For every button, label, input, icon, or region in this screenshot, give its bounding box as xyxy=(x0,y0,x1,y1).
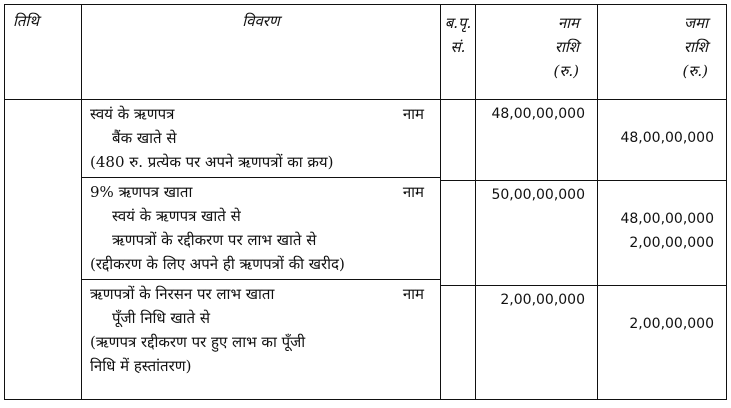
header-date: तिथि xyxy=(5,5,82,100)
header-credit xyxy=(598,5,727,100)
entry-3-narration-1: (ऋणपत्र रद्दीकरण पर हुए लाभ का पूँजी xyxy=(90,333,306,351)
entry-3-dr-label: नाम xyxy=(402,285,424,303)
header-debit-line2: राशि xyxy=(554,38,579,56)
header-particulars: विवरण xyxy=(82,5,441,100)
entry-1-credit-amount: 48,00,00,000 xyxy=(620,130,714,146)
entry-1-dr-label: नाम xyxy=(402,105,424,123)
entry-3-debit-block xyxy=(476,286,597,390)
entry-2-credit-account-1: स्वयं के ऋणपत्र खाते से xyxy=(112,207,241,225)
header-debit xyxy=(476,5,598,100)
header-debit-line3: (रु.) xyxy=(553,62,579,80)
entry-2-debit-amount: 50,00,00,000 xyxy=(491,187,585,203)
entry-2-credit-amount-1: 48,00,00,000 xyxy=(620,211,714,227)
entry-1-debit-block xyxy=(476,100,597,181)
entry-1-debit-account: स्वयं के ऋणपत्र xyxy=(90,105,175,123)
particulars-column xyxy=(82,100,441,400)
entry-2 xyxy=(82,178,440,280)
header-lf-line2: सं. xyxy=(450,38,466,56)
entry-3-credit-account: पूँजी निधि खाते से xyxy=(112,309,211,327)
header-row xyxy=(5,5,727,100)
header-credit-line2: राशि xyxy=(683,38,708,56)
header-lf-line1: ब.पृ. xyxy=(444,14,472,32)
entry-2-credit-amount-2: 2,00,00,000 xyxy=(629,235,714,251)
entry-3-credit-block xyxy=(598,286,726,390)
entry-2-debit-block xyxy=(476,181,597,286)
entry-3 xyxy=(82,280,440,381)
entry-2-dr-label: नाम xyxy=(402,183,424,201)
entry-3-debit-amount: 2,00,00,000 xyxy=(500,292,585,308)
body-row xyxy=(5,100,727,400)
entry-1-credit-block xyxy=(598,100,726,181)
header-credit-line1: जमा xyxy=(684,14,708,32)
entry-1-narration: (480 रु. प्रत्येक पर अपने ऋणपत्रों का क्रय) xyxy=(90,153,334,171)
entry-2-credit-block xyxy=(598,181,726,286)
entry-3-debit-account: ऋणपत्रों के निरसन पर लाभ खाता xyxy=(90,285,275,303)
credit-column xyxy=(598,100,727,400)
entry-3-credit-amount: 2,00,00,000 xyxy=(629,316,714,332)
header-debit-line1: नाम xyxy=(557,14,579,32)
entry-1 xyxy=(82,100,440,178)
entry-1-debit-amount: 48,00,00,000 xyxy=(491,106,585,122)
header-credit-line3: (रु.) xyxy=(682,62,708,80)
journal-table xyxy=(4,4,727,400)
date-column xyxy=(5,100,82,400)
entry-2-credit-account-2: ऋणपत्रों के रद्दीकरण पर लाभ खाते से xyxy=(112,231,317,249)
entry-1-credit-account: बैंक खाते से xyxy=(112,129,177,147)
entry-3-narration-2: निधि में हस्तांतरण) xyxy=(90,357,192,375)
entry-2-debit-account: 9% ऋणपत्र खाता xyxy=(90,183,193,201)
debit-column xyxy=(476,100,598,400)
entry-2-narration: (रद्दीकरण के लिए अपने ही ऋणपत्रों की खरीद) xyxy=(90,255,345,273)
header-lf xyxy=(441,5,476,100)
lf-column xyxy=(441,100,476,400)
